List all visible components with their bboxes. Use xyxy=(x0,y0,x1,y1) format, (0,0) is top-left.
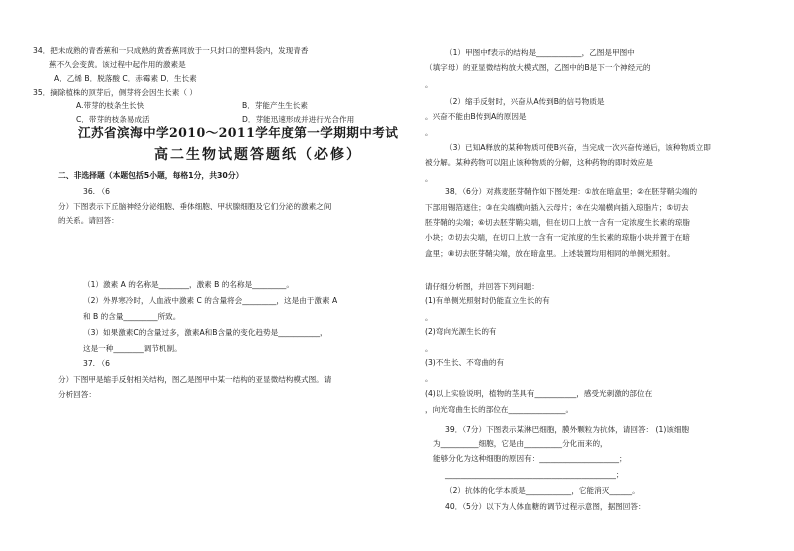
question-38-sub4: (4)以上实验说明，植物的茎具有___________，感受光刺激的部位在 xyxy=(425,389,653,398)
question-36-sub4: （3）如果激素C的含量过多，激素A和B含量的变化趋势是___________， xyxy=(83,328,328,337)
question-38-line5: 盒里；⑧切去胚芽鞘尖端，放在暗盒里。上述装置均用相同的单侧光照射。 xyxy=(425,249,675,258)
question-37-number: 37. （6 xyxy=(83,359,110,368)
question-36-line1: 分）下图表示下丘脑神经分泌细胞、垂体细胞、甲状腺细胞及它们分泌的激素之间 xyxy=(58,202,332,211)
question-37-sub3: （3）已知A释放的某种物质可使B兴奋，当完成一次兴奋传递后，该种物质立即 xyxy=(445,143,711,152)
question-36-sub2: （2）外界寒冷时，人血液中激素 C 的含量将会_________，这是由于激素 A xyxy=(83,296,338,305)
question-38-sub1: (1)有单侧光照射时仍能直立生长的有 xyxy=(425,296,550,305)
question-36-number: 36. （6 xyxy=(83,187,110,196)
question-38-line3: 胚芽鞘的尖端；⑥切去胚芽鞘尖端，但在切口上放一含有一定浓度生长素的琼脂 xyxy=(425,218,690,227)
question-37-line1: 分）下图甲是缩手反射相关结构，图乙是图甲中某一结构的亚显微结构模式图。请 xyxy=(58,375,332,384)
answer-sheet-title: 高二生物试题答题纸（必修） xyxy=(154,147,362,163)
question-36-line2: 的关系。请回答： xyxy=(58,216,119,225)
question-37-sub3-end: 。 xyxy=(425,174,433,183)
question-38-prompt: 请仔细分析图，并回答下列问题： xyxy=(425,282,539,291)
exam-title: 江苏省滨海中学2010～2011学年度第一学期期中考试 xyxy=(78,125,399,140)
question-35-option-d: D．芽能迅速形成并进行光合作用 xyxy=(242,115,355,124)
question-36-sub5: 这是一种________调节机制。 xyxy=(83,344,182,353)
question-39-line3: 能够分化为这种细胞的原因有：_____________________； xyxy=(433,454,627,463)
question-37-sub3-cont: 被分解。某种药物可以阻止该种物质的分解，这种药物的即时效应是 xyxy=(425,158,653,167)
question-39-line5: （2）抗体的化学本质是____________，它能消灭______。 xyxy=(445,486,640,495)
question-35-option-a: A.带芽的枝条生长快 xyxy=(76,101,145,110)
question-38-sub2: (2)弯向光源生长的有 xyxy=(425,327,497,336)
question-36-sub1: （1）激素 A 的名称是________，激素 B 的名称是_________。 xyxy=(83,280,294,289)
question-37-line2: 分析回答： xyxy=(58,390,96,399)
question-37-sub1-end: 。 xyxy=(425,80,433,89)
question-39-line2: 为__________细胞，它是由__________分化而来的， xyxy=(433,439,608,448)
question-39-line1: 39．（7分）下图表示某淋巴细胞，膜外颗粒为抗体，请回答： (1)该细胞 xyxy=(445,425,690,434)
question-39-line4: _____________________________________________； xyxy=(445,470,624,479)
question-37-sub2: （2）缩手反射时，兴奋从A传到B的信号物质是 xyxy=(445,97,605,106)
question-35-text: 35．摘除植株的顶芽后，侧芽将会因生长素 xyxy=(33,88,180,97)
question-37-sub1: （1）甲图中f表示的结构是____________，乙图是甲图中 xyxy=(445,48,635,57)
question-38-sub2-end: 。 xyxy=(425,344,433,353)
question-35-answer-paren: （ ） xyxy=(179,88,197,97)
question-37-sub2-end: 。 xyxy=(425,128,433,137)
question-34-line2: 蕉不久会变黄。该过程中起作用的激素是 xyxy=(49,60,186,69)
question-34-line1: 34．把未成熟的青香蕉和一只成熟的黄香蕉同放于一只封口的塑料袋内，发现青香 xyxy=(33,46,309,55)
question-38-line1: 38．（6分）对燕麦胚芽鞘作如下图处理：①放在暗盒里；②在胚芽鞘尖端的 xyxy=(445,187,698,196)
section-heading: 二、非选择题（本题包括5小题，每格1分，共30分） xyxy=(58,171,244,180)
question-35-option-b: B．芽能产生生长素 xyxy=(242,101,308,110)
question-38-sub3-end: 。 xyxy=(425,374,433,383)
question-35-option-c: C．带芽的枝条易成活 xyxy=(76,115,150,124)
question-34-options: A．乙烯 B．脱落酸 C．赤霉素 D．生长素 xyxy=(54,74,197,83)
question-38-sub3: (3)不生长、不弯曲的有 xyxy=(425,358,505,367)
question-38-sub1-end: 。 xyxy=(425,313,433,322)
question-36-sub3: 和 B 的含量_________所致。 xyxy=(83,312,181,321)
question-38-line2: 下部用锡箔遮住；③在尖端横向插入云母片；④在尖端横向插入琼脂片；⑤切去 xyxy=(425,203,689,212)
question-37-sub1-cont: （填字母）的亚显微结构放大模式图，乙图中的B是下一个神经元的 xyxy=(425,63,651,72)
question-37-sub2-cont: 。兴奋不能由B传到A的原因是 xyxy=(425,112,527,121)
question-38-sub4-cont: ，向光弯曲生长的部位在_______________。 xyxy=(425,405,574,414)
question-38-line4: 小块；⑦切去尖端，在切口上放一含有一定浓度的生长素的琼脂小块并置于在暗 xyxy=(425,233,690,242)
question-35-stem xyxy=(33,88,197,98)
question-40-line1: 40．（5分）以下为人体血糖的调节过程示意图，据图回答： xyxy=(445,502,646,511)
